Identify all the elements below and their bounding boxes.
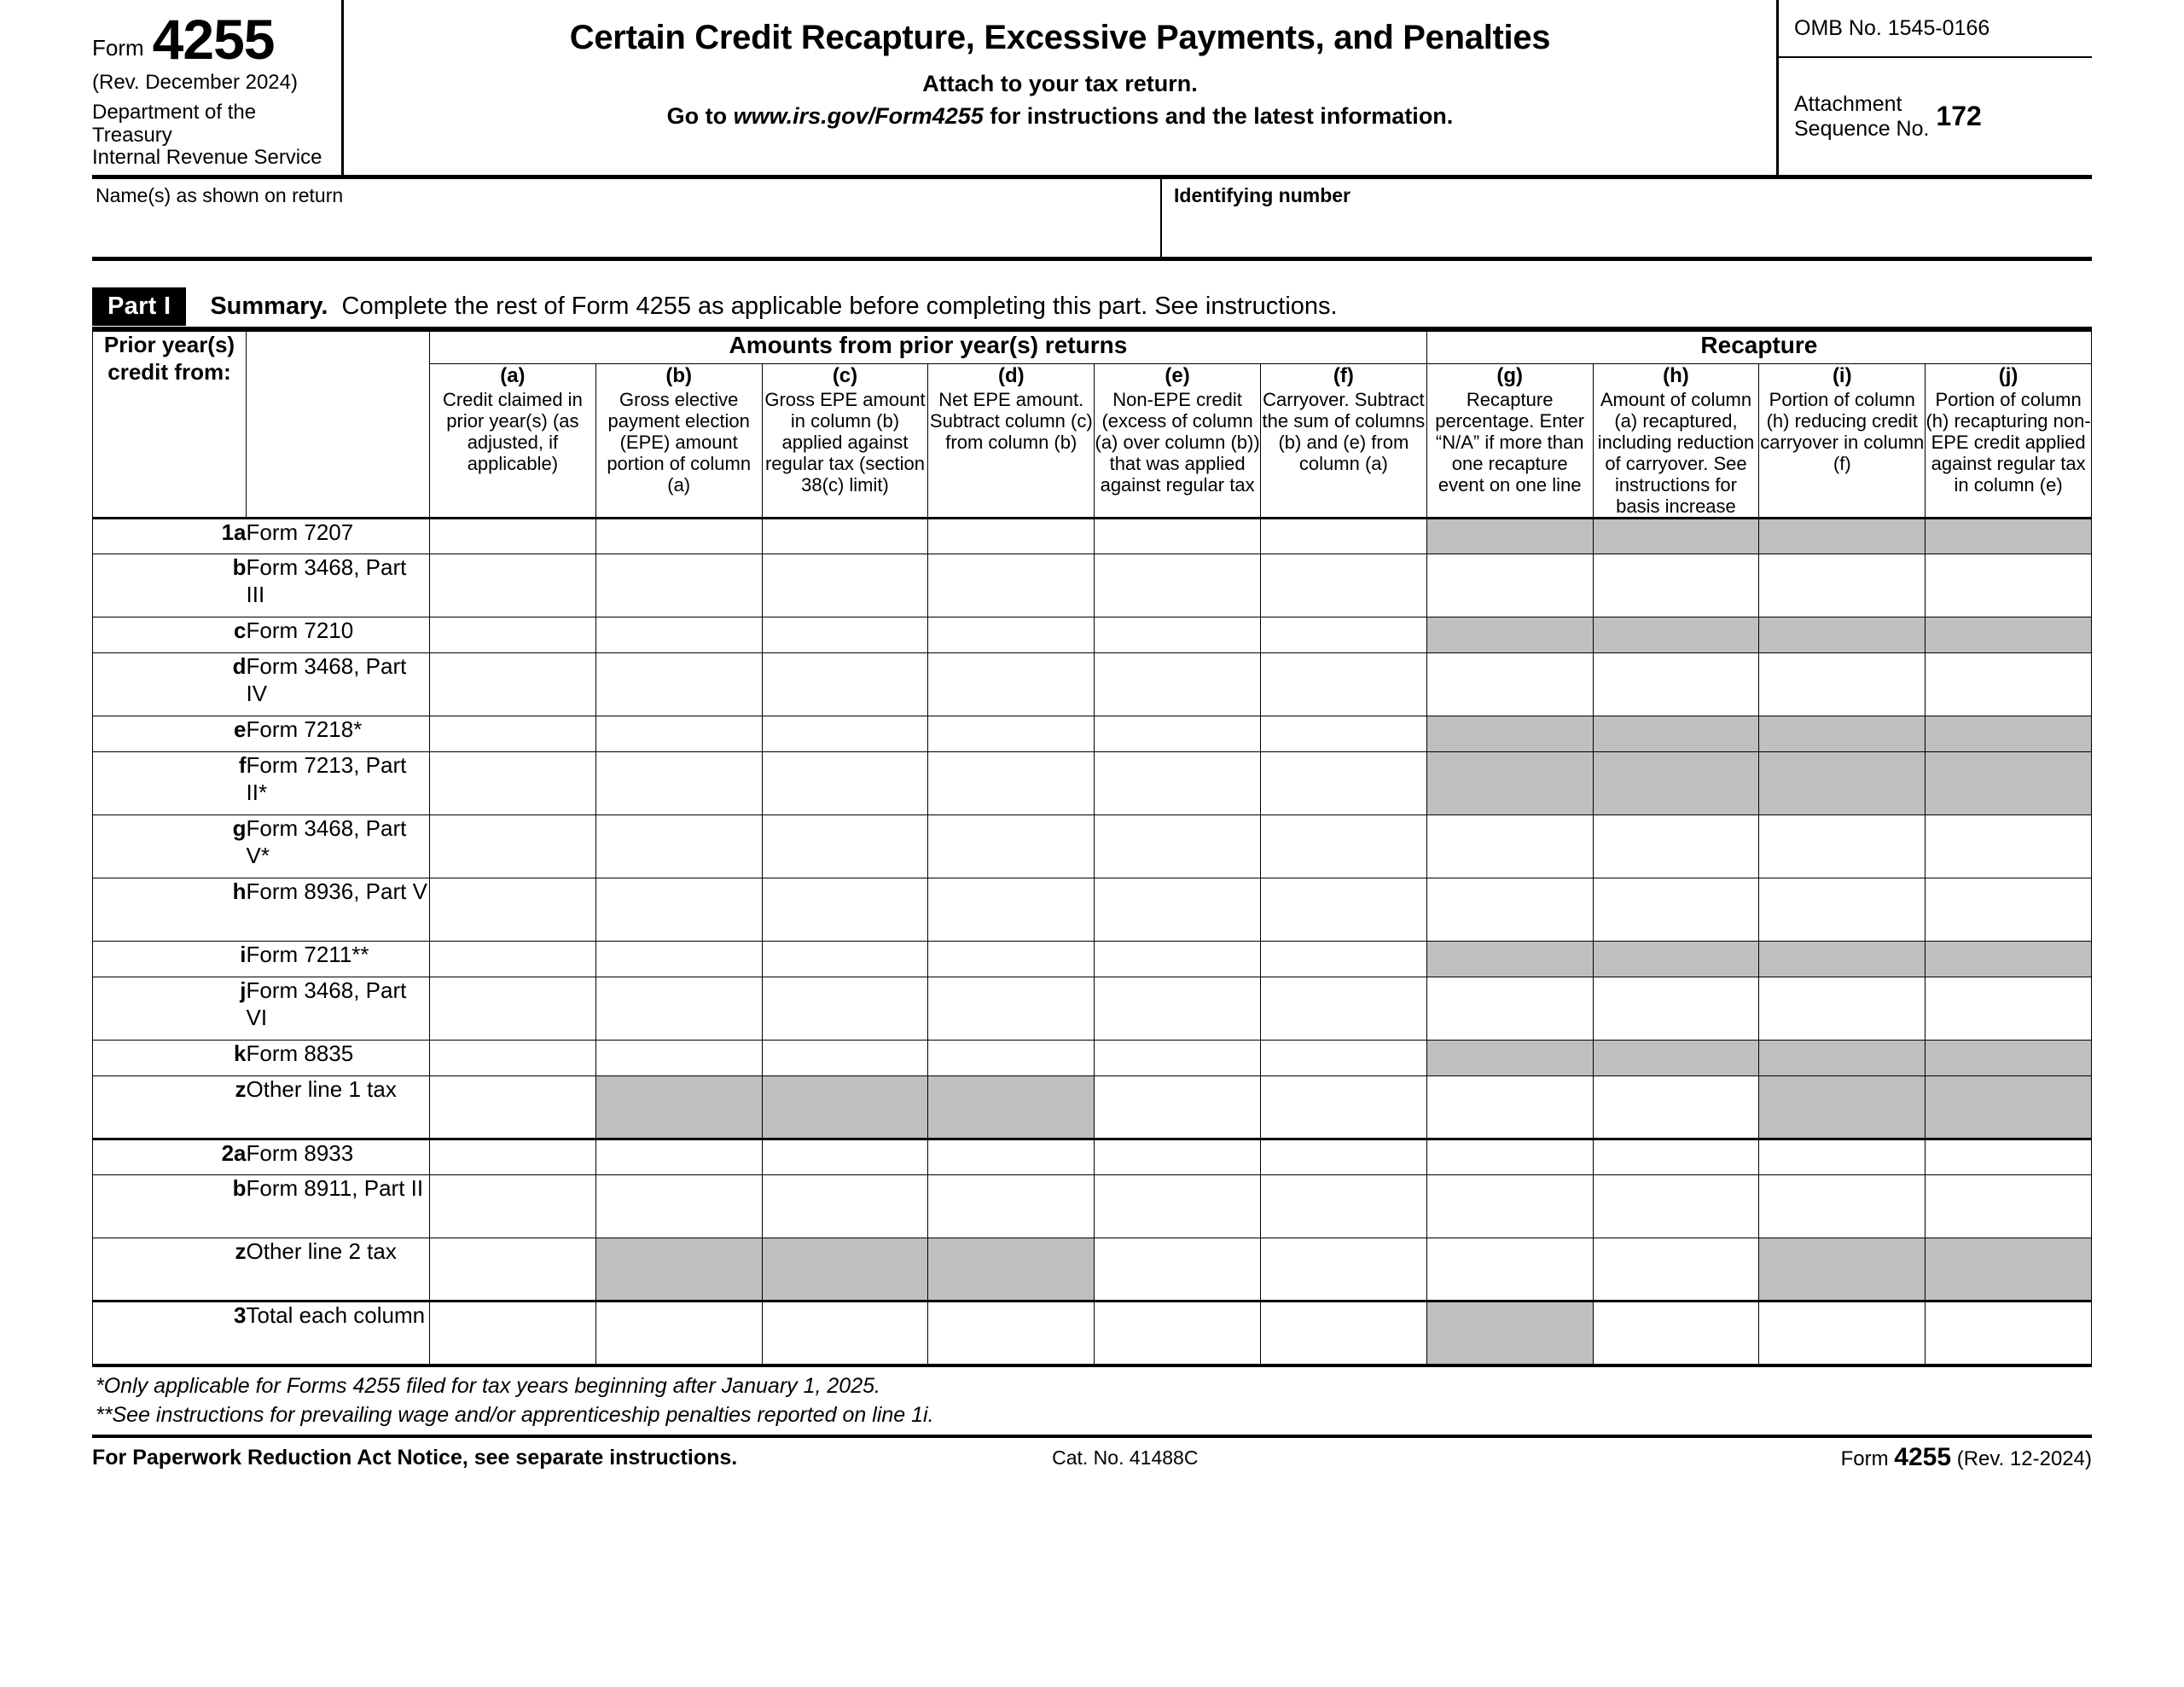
cell-j-d[interactable] (928, 977, 1095, 1041)
row-number: g (93, 815, 247, 878)
cell-f-g (1426, 752, 1593, 815)
cell-c-f[interactable] (1260, 617, 1426, 653)
table-row (93, 617, 2092, 653)
cell-3-a[interactable] (430, 1301, 596, 1365)
table-row (93, 1041, 2092, 1076)
cell-f-h (1593, 752, 1759, 815)
cell-z-e[interactable] (1095, 1076, 1261, 1139)
summary-table-body (93, 519, 2092, 1365)
cell-c-b[interactable] (595, 617, 762, 653)
cell-f-d[interactable] (928, 752, 1095, 815)
cell-b-i[interactable] (1759, 1175, 1926, 1238)
row-number: h (93, 878, 247, 942)
attachment-label-line1: Attachment (1794, 92, 1902, 117)
footer-form-id (1572, 1443, 2092, 1472)
department-line: Department of the Treasury (92, 100, 257, 147)
cell-k-c[interactable] (762, 1041, 928, 1076)
row-number: f (93, 752, 247, 815)
row-label: Form 7210 (247, 617, 430, 653)
cell-j-i[interactable] (1759, 977, 1926, 1041)
cell-2a-i[interactable] (1759, 1139, 1926, 1175)
column-letter-i: (i) (1832, 364, 1852, 388)
column-letter-e: (e) (1165, 364, 1190, 388)
footer-form-prefix: Form (1840, 1447, 1895, 1471)
cell-h-e[interactable] (1095, 878, 1261, 942)
cell-i-g (1426, 942, 1593, 977)
cell-b-g[interactable] (1426, 554, 1593, 617)
cell-e-i (1759, 716, 1926, 752)
cell-z-a[interactable] (430, 1238, 596, 1301)
row-number: j (93, 977, 247, 1041)
cell-3-i[interactable] (1759, 1301, 1926, 1365)
column-desc-h: Amount of column (a) recaptured, including reduction of carryover. See instructions for basis increase (1597, 388, 1755, 518)
column-header-d (928, 364, 1095, 519)
row-number: b (93, 1175, 247, 1238)
stub-label-spacer (247, 332, 430, 519)
cell-d-f[interactable] (1260, 653, 1426, 716)
column-desc-c: Gross EPE amount in column (b) applied against regular tax (section 38(c) limit) (764, 388, 926, 496)
cell-d-h[interactable] (1593, 653, 1759, 716)
column-letter-h: (h) (1663, 364, 1689, 388)
service-line: Internal Revenue Service (92, 146, 322, 170)
cell-b-j[interactable] (1926, 1175, 2092, 1238)
cell-3-c[interactable] (762, 1301, 928, 1365)
cell-d-i[interactable] (1759, 653, 1926, 716)
cell-h-c[interactable] (762, 878, 928, 942)
cell-f-b[interactable] (595, 752, 762, 815)
cell-c-d[interactable] (928, 617, 1095, 653)
table-row (93, 815, 2092, 878)
cell-i-i (1759, 942, 1926, 977)
cell-3-g (1426, 1301, 1593, 1365)
row-label: Form 8911, Part II (247, 1175, 430, 1238)
cell-i-b[interactable] (595, 942, 762, 977)
cell-3-b[interactable] (595, 1301, 762, 1365)
column-letter-j: (j) (1998, 364, 2018, 388)
footer-form-revision: (Rev. 12-2024) (1951, 1447, 2092, 1471)
cell-d-b[interactable] (595, 653, 762, 716)
cell-z-j (1926, 1238, 2092, 1301)
cell-z-h[interactable] (1593, 1076, 1759, 1139)
attachment-sequence-label (1794, 92, 1929, 141)
column-desc-j: Portion of column (h) recapturing non-EPE credit applied against regular tax in column (e) (1926, 388, 2091, 496)
attachment-sequence (1779, 58, 2092, 175)
table-row (93, 942, 2092, 977)
cell-j-h[interactable] (1593, 977, 1759, 1041)
cell-g-j[interactable] (1926, 815, 2092, 878)
cell-i-e[interactable] (1095, 942, 1261, 977)
cell-2a-c[interactable] (762, 1139, 928, 1175)
cell-i-f[interactable] (1260, 942, 1426, 977)
row-label: Form 3468, Part III (247, 554, 430, 617)
summary-table (92, 331, 2092, 1365)
cell-b-f[interactable] (1260, 554, 1426, 617)
cell-b-d[interactable] (928, 1175, 1095, 1238)
row-label: Other line 1 tax (247, 1076, 430, 1139)
column-header-e (1095, 364, 1261, 519)
cell-h-i[interactable] (1759, 878, 1926, 942)
cell-z-g[interactable] (1426, 1076, 1593, 1139)
cell-c-g (1426, 617, 1593, 653)
cell-1a-a[interactable] (430, 519, 596, 554)
cell-z-g[interactable] (1426, 1238, 1593, 1301)
cell-b-b[interactable] (595, 554, 762, 617)
attachment-sequence-number: 172 (1936, 101, 1982, 132)
row-label: Form 3468, Part VI (247, 977, 430, 1041)
cell-c-j (1926, 617, 2092, 653)
cell-j-f[interactable] (1260, 977, 1426, 1041)
cell-b-g[interactable] (1426, 1175, 1593, 1238)
cell-g-g[interactable] (1426, 815, 1593, 878)
row-number: c (93, 617, 247, 653)
cell-d-c[interactable] (762, 653, 928, 716)
column-desc-f: Carryover. Subtract the sum of columns (b) and (e) from column (a) (1262, 388, 1426, 474)
cell-j-g[interactable] (1426, 977, 1593, 1041)
column-desc-a: Credit claimed in prior year(s) (as adjusted, if applicable) (442, 388, 583, 474)
column-header-h (1593, 364, 1759, 519)
cell-b-j[interactable] (1926, 554, 2092, 617)
cell-3-e[interactable] (1095, 1301, 1261, 1365)
form-word-label: Form (92, 34, 144, 61)
goto-instruction (352, 103, 1768, 130)
cell-j-j[interactable] (1926, 977, 2092, 1041)
table-row (93, 977, 2092, 1041)
cell-j-e[interactable] (1095, 977, 1261, 1041)
cell-1a-h (1593, 519, 1759, 554)
cell-2a-d[interactable] (928, 1139, 1095, 1175)
cell-1a-c[interactable] (762, 519, 928, 554)
cell-h-f[interactable] (1260, 878, 1426, 942)
cell-1a-j (1926, 519, 2092, 554)
row-label: Form 3468, Part IV (247, 653, 430, 716)
cell-g-e[interactable] (1095, 815, 1261, 878)
cell-j-c[interactable] (762, 977, 928, 1041)
cell-h-j[interactable] (1926, 878, 2092, 942)
cell-b-b[interactable] (595, 1175, 762, 1238)
cell-k-e[interactable] (1095, 1041, 1261, 1076)
cell-z-c (762, 1076, 928, 1139)
cell-k-f[interactable] (1260, 1041, 1426, 1076)
header-omb-block (1776, 0, 2092, 175)
summary-table-head (93, 332, 2092, 519)
row-number: 3 (93, 1301, 247, 1365)
cell-g-c[interactable] (762, 815, 928, 878)
cell-k-d[interactable] (928, 1041, 1095, 1076)
row-label: Form 7218* (247, 716, 430, 752)
cell-c-e[interactable] (1095, 617, 1261, 653)
cell-b-c[interactable] (762, 1175, 928, 1238)
cell-b-a[interactable] (430, 554, 596, 617)
table-row (93, 519, 2092, 554)
cell-f-e[interactable] (1095, 752, 1261, 815)
row-label: Form 8835 (247, 1041, 430, 1076)
row-label: Form 8933 (247, 1139, 430, 1175)
cell-z-j (1926, 1076, 2092, 1139)
column-header-j (1926, 364, 2092, 519)
cell-h-h[interactable] (1593, 878, 1759, 942)
attachment-label-line2: Sequence No. (1794, 116, 1930, 141)
cell-d-g[interactable] (1426, 653, 1593, 716)
issuing-agency (92, 101, 341, 171)
cell-2a-b[interactable] (595, 1139, 762, 1175)
header-title-block (344, 0, 1776, 175)
cell-1a-g (1426, 519, 1593, 554)
cell-1a-i (1759, 519, 1926, 554)
row-number: 1a (93, 519, 247, 554)
omb-number: OMB No. 1545-0166 (1779, 0, 2092, 58)
cell-g-f[interactable] (1260, 815, 1426, 878)
cell-g-b[interactable] (595, 815, 762, 878)
form-header (92, 0, 2092, 179)
table-row (93, 1076, 2092, 1139)
group-header-recapture: Recapture (1426, 332, 2091, 364)
cell-2a-j[interactable] (1926, 1139, 2092, 1175)
cell-g-h[interactable] (1593, 815, 1759, 878)
column-desc-d: Net EPE amount. Subtract column (c) from column (b) (929, 388, 1093, 453)
cell-z-b (595, 1238, 762, 1301)
cell-b-h[interactable] (1593, 554, 1759, 617)
group-header-prior-year: Amounts from prior year(s) returns (430, 332, 1427, 364)
table-row (93, 752, 2092, 815)
cell-b-e[interactable] (1095, 1175, 1261, 1238)
cell-f-f[interactable] (1260, 752, 1426, 815)
row-number: z (93, 1076, 247, 1139)
cell-3-d[interactable] (928, 1301, 1095, 1365)
cell-g-i[interactable] (1759, 815, 1926, 878)
cell-f-a[interactable] (430, 752, 596, 815)
column-header-g (1426, 364, 1593, 519)
goto-suffix: for instructions and the latest information. (983, 103, 1454, 129)
row-number: d (93, 653, 247, 716)
stub-header-text: Prior year(s) credit from: (103, 332, 235, 385)
cell-i-d[interactable] (928, 942, 1095, 977)
cell-2a-g[interactable] (1426, 1139, 1593, 1175)
cell-z-i (1759, 1238, 1926, 1301)
part-1-heading-bold: Summary. (210, 293, 328, 321)
cell-i-j (1926, 942, 2092, 977)
name-field-label: Name(s) as shown on return (96, 184, 344, 207)
cell-2a-a[interactable] (430, 1139, 596, 1175)
row-number: b (93, 554, 247, 617)
cell-e-e[interactable] (1095, 716, 1261, 752)
column-header-c (762, 364, 928, 519)
cell-z-f[interactable] (1260, 1076, 1426, 1139)
cell-1a-d[interactable] (928, 519, 1095, 554)
cell-e-j (1926, 716, 2092, 752)
row-number: i (93, 942, 247, 977)
row-number: e (93, 716, 247, 752)
cell-d-e[interactable] (1095, 653, 1261, 716)
cell-z-d (928, 1076, 1095, 1139)
cell-k-b[interactable] (595, 1041, 762, 1076)
cell-k-j (1926, 1041, 2092, 1076)
cell-b-e[interactable] (1095, 554, 1261, 617)
footnotes (92, 1365, 2092, 1433)
cell-c-h (1593, 617, 1759, 653)
cell-f-c[interactable] (762, 752, 928, 815)
cell-z-e[interactable] (1095, 1238, 1261, 1301)
cell-k-i (1759, 1041, 1926, 1076)
cell-k-g (1426, 1041, 1593, 1076)
cell-g-a[interactable] (430, 815, 596, 878)
column-letter-c: (c) (832, 364, 858, 388)
cell-c-i (1759, 617, 1926, 653)
part-1-heading-rest: Complete the rest of Form 4255 as applicable before completing this part. See instructions. (341, 293, 1338, 321)
cell-e-a[interactable] (430, 716, 596, 752)
row-number: z (93, 1238, 247, 1301)
row-label: Other line 2 tax (247, 1238, 430, 1301)
cell-i-c[interactable] (762, 942, 928, 977)
irs-url[interactable]: www.irs.gov/Form4255 (733, 103, 984, 129)
stub-header (93, 332, 247, 519)
cell-z-a[interactable] (430, 1076, 596, 1139)
cell-b-d[interactable] (928, 554, 1095, 617)
footer-form-number: 4255 (1894, 1443, 1952, 1472)
cell-i-h (1593, 942, 1759, 977)
cell-e-d[interactable] (928, 716, 1095, 752)
goto-prefix: Go to (666, 103, 734, 129)
column-letter-f: (f) (1333, 364, 1354, 388)
cell-c-a[interactable] (430, 617, 596, 653)
header-form-identity (92, 0, 344, 175)
taxpayer-identification-row (92, 179, 2092, 261)
cell-j-b[interactable] (595, 977, 762, 1041)
column-header-i (1759, 364, 1926, 519)
table-row (93, 1238, 2092, 1301)
catalog-number: Cat. No. 41488C (1052, 1446, 1199, 1469)
cell-k-h (1593, 1041, 1759, 1076)
cell-c-c[interactable] (762, 617, 928, 653)
form-title: Certain Credit Recapture, Excessive Payments, and Penalties (569, 19, 1551, 56)
attach-instruction: Attach to your tax return. (922, 71, 1198, 96)
cell-h-d[interactable] (928, 878, 1095, 942)
row-number: k (93, 1041, 247, 1076)
part-1-header (92, 287, 2092, 331)
cell-1a-f[interactable] (1260, 519, 1426, 554)
row-label: Form 8936, Part V (247, 878, 430, 942)
cell-z-h[interactable] (1593, 1238, 1759, 1301)
cell-g-d[interactable] (928, 815, 1095, 878)
form-revision-date: (Rev. December 2024) (92, 70, 298, 94)
footnote-double-asterisk: **See instructions for prevailing wage and/or apprenticeship penalties reported on line 1i. (96, 1402, 934, 1427)
table-row (93, 1139, 2092, 1175)
column-letter-d: (d) (997, 364, 1025, 388)
column-header-b (595, 364, 762, 519)
cell-d-j[interactable] (1926, 653, 2092, 716)
cell-1a-e[interactable] (1095, 519, 1261, 554)
part-1-heading (210, 293, 1337, 321)
cell-b-f[interactable] (1260, 1175, 1426, 1238)
cell-b-h[interactable] (1593, 1175, 1759, 1238)
name-field[interactable] (92, 179, 1162, 257)
column-desc-b: Gross elective payment election (EPE) amount portion of column (a) (607, 388, 752, 496)
row-label: Total each column (247, 1301, 430, 1365)
form-number: 4255 (152, 8, 275, 71)
column-letter-g: (g) (1496, 364, 1523, 388)
cell-z-i (1759, 1076, 1926, 1139)
column-header-f (1260, 364, 1426, 519)
cell-b-i[interactable] (1759, 554, 1926, 617)
row-label: Form 7211** (247, 942, 430, 977)
group-header-row (93, 332, 2092, 364)
form-footer (92, 1435, 2092, 1472)
cell-h-b[interactable] (595, 878, 762, 942)
row-label: Form 7213, Part II* (247, 752, 430, 815)
identifying-number-field[interactable] (1162, 179, 2092, 257)
cell-z-c (762, 1238, 928, 1301)
column-desc-g: Recapture percentage. Enter “N/A” if more than one recapture event on one line (1435, 388, 1585, 496)
part-1-tag: Part I (92, 287, 186, 326)
cell-f-i (1759, 752, 1926, 815)
cell-3-f[interactable] (1260, 1301, 1426, 1365)
column-desc-e: Non-EPE credit (excess of column (a) over column (b)) that was applied against regular tax (1095, 388, 1260, 496)
cell-i-a[interactable] (430, 942, 596, 977)
paperwork-reduction-notice: For Paperwork Reduction Act Notice, see separate instructions. (92, 1445, 738, 1470)
cell-f-j (1926, 752, 2092, 815)
column-letter-a: (a) (500, 364, 526, 388)
footnote-single-asterisk: *Only applicable for Forms 4255 filed for tax years beginning after January 1, 2025. (96, 1374, 880, 1399)
table-row (93, 1301, 2092, 1365)
cell-h-g[interactable] (1426, 878, 1593, 942)
cell-h-a[interactable] (430, 878, 596, 942)
cell-z-d (928, 1238, 1095, 1301)
identifying-number-label: Identifying number (1174, 184, 1350, 207)
cell-k-a[interactable] (430, 1041, 596, 1076)
table-row (93, 1175, 2092, 1238)
cell-e-c[interactable] (762, 716, 928, 752)
cell-2a-e[interactable] (1095, 1139, 1261, 1175)
cell-e-h (1593, 716, 1759, 752)
cell-z-f[interactable] (1260, 1238, 1426, 1301)
row-label: Form 7207 (247, 519, 430, 554)
column-desc-i: Portion of column (h) reducing credit carryover in column (f) (1760, 388, 1925, 474)
cell-2a-f[interactable] (1260, 1139, 1426, 1175)
cell-3-h[interactable] (1593, 1301, 1759, 1365)
cell-1a-b[interactable] (595, 519, 762, 554)
cell-j-a[interactable] (430, 977, 596, 1041)
cell-d-a[interactable] (430, 653, 596, 716)
column-letter-b: (b) (665, 364, 693, 388)
table-row (93, 878, 2092, 942)
cell-e-b[interactable] (595, 716, 762, 752)
cell-3-j[interactable] (1926, 1301, 2092, 1365)
row-label: Form 3468, Part V* (247, 815, 430, 878)
cell-z-b (595, 1076, 762, 1139)
cell-b-c[interactable] (762, 554, 928, 617)
column-header-a (430, 364, 596, 519)
cell-e-g (1426, 716, 1593, 752)
table-row (93, 716, 2092, 752)
table-row (93, 554, 2092, 617)
cell-e-f[interactable] (1260, 716, 1426, 752)
cell-d-d[interactable] (928, 653, 1095, 716)
cell-b-a[interactable] (430, 1175, 596, 1238)
cell-2a-h[interactable] (1593, 1139, 1759, 1175)
row-number: 2a (93, 1139, 247, 1175)
table-row (93, 653, 2092, 716)
